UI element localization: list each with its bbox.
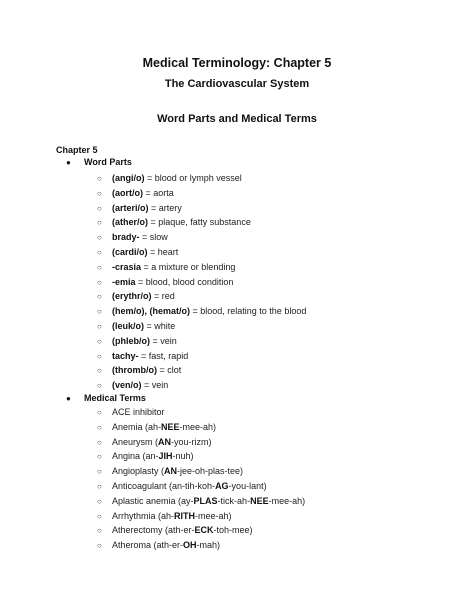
medical-term-item [97, 437, 212, 447]
medical-term-item [97, 511, 232, 521]
word-part-meaning: = a mixture or blending [141, 261, 236, 272]
medical-term-item [97, 422, 216, 432]
stressed-syllable: ECK [194, 525, 214, 536]
term-text: Atheroma (ath-er- [112, 540, 184, 551]
sub-bullet-icon: ○ [97, 526, 102, 536]
term-text: Arrhythmia (ah- [112, 510, 175, 521]
word-part: (aort/o) [112, 187, 143, 198]
stressed-syllable: AN [158, 436, 172, 447]
term-text: -jee-oh-plas-tee) [177, 466, 244, 477]
word-part-item [97, 277, 233, 287]
sub-bullet-icon: ○ [97, 408, 102, 417]
word-part: -crasia [112, 261, 142, 272]
word-part-item [97, 306, 306, 316]
word-part: tachy- [112, 350, 139, 361]
term-text: -mee-ah) [268, 495, 306, 506]
word-part-item [97, 351, 188, 361]
word-part: -emia [112, 276, 136, 287]
sub-bullet-icon: ○ [97, 366, 102, 376]
term-text: Anemia (ah- [112, 421, 162, 432]
sub-bullet-icon: ○ [97, 381, 102, 391]
word-part-meaning: = slow [139, 232, 168, 243]
word-part-item [97, 291, 175, 301]
term-text: Anticoagulant (an-tih-koh- [112, 481, 216, 491]
word-part-item [97, 188, 174, 198]
stressed-syllable: AN [164, 466, 178, 477]
sub-bullet-icon: ○ [97, 467, 102, 477]
word-part-item [97, 247, 178, 257]
word-part-meaning: = vein [141, 380, 169, 391]
term-text: -you-rizm) [171, 436, 212, 447]
word-part: (ven/o) [112, 380, 142, 391]
sub-bullet-icon: ○ [97, 203, 102, 213]
term-text: ACE inhibitor [112, 407, 165, 417]
sub-bullet-icon: ○ [97, 174, 102, 183]
term-text: Angioplasty ( [112, 466, 165, 477]
word-part-meaning: = vein [150, 335, 177, 346]
word-part-meaning: = blood or lymph vessel [144, 173, 242, 183]
word-part-meaning: = plaque, fatty substance [148, 217, 251, 228]
medical-term-item [97, 407, 165, 417]
sub-bullet-icon: ○ [97, 351, 102, 361]
sub-bullet-icon: ○ [97, 307, 102, 317]
chapter-label: Chapter 5 [56, 145, 98, 155]
word-part-item [97, 380, 168, 390]
stressed-syllable: PLAS [193, 495, 218, 506]
word-part-meaning: = blood, blood condition [135, 276, 234, 287]
medical-term-item [97, 525, 253, 535]
word-part-meaning: = artery [148, 202, 182, 213]
sub-bullet-icon: ○ [97, 437, 102, 447]
stressed-syllable: NEE [250, 495, 269, 506]
word-parts-heading: ● Word Parts [66, 157, 132, 167]
sub-bullet-icon: ○ [97, 496, 102, 506]
term-text: Aplastic anemia (ay- [112, 495, 194, 506]
word-part: (erythr/o) [112, 291, 152, 302]
word-part-meaning: = heart [147, 247, 179, 257]
term-text: -toh-mee) [213, 525, 253, 536]
sub-bullet-icon: ○ [97, 233, 102, 243]
sub-bullet-icon: ○ [97, 541, 102, 551]
bullet-icon: ● [66, 394, 71, 403]
word-part-meaning: = white [144, 321, 176, 331]
word-part: (angi/o) [112, 173, 145, 183]
word-part-meaning: = fast, rapid [138, 350, 189, 361]
word-part: (ather/o) [112, 217, 148, 228]
sub-bullet-icon: ○ [97, 511, 102, 521]
word-part-item [97, 336, 177, 346]
word-part: (cardi/o) [112, 247, 148, 257]
sub-bullet-icon: ○ [97, 292, 102, 302]
sub-bullet-icon: ○ [97, 322, 102, 331]
sub-bullet-icon: ○ [97, 262, 102, 272]
medical-term-item [97, 466, 243, 476]
term-text: -you-lant) [228, 481, 267, 491]
word-part: brady- [112, 232, 140, 243]
word-part-meaning: = red [151, 291, 175, 302]
term-text: Angina (an- [112, 451, 159, 462]
medical-term-item [97, 451, 194, 461]
word-part-item [97, 173, 242, 183]
medical-terms-heading: ● Medical Terms [66, 393, 146, 403]
sub-bullet-icon: ○ [97, 188, 102, 198]
word-part: (leuk/o) [112, 321, 145, 331]
medical-term-item [97, 481, 267, 491]
word-part-item [97, 232, 168, 242]
sub-bullet-icon: ○ [97, 248, 102, 257]
word-part-meaning: = clot [157, 365, 182, 376]
word-part: (phleb/o) [112, 335, 150, 346]
word-part: (arteri/o) [112, 202, 149, 213]
term-text: -tick-ah- [217, 495, 251, 506]
sub-bullet-icon: ○ [97, 452, 102, 462]
term-text: Atherectomy (ath-er- [112, 525, 195, 536]
document-title: Medical Terminology: Chapter 5 [142, 56, 332, 70]
term-text: -mee-ah) [179, 421, 217, 432]
sub-bullet-icon: ○ [97, 218, 102, 228]
term-text: -mah) [196, 540, 221, 551]
stressed-syllable: RITH [174, 510, 196, 521]
word-part: (hem/o), (hemat/o) [112, 306, 190, 317]
word-part-item [97, 217, 251, 227]
word-part-item [97, 262, 235, 272]
word-part-meaning: = aorta [143, 187, 174, 198]
word-part-item [97, 365, 181, 375]
stressed-syllable: OH [183, 540, 197, 551]
word-part: (thromb/o) [112, 365, 157, 376]
section-heading: Word Parts and Medical Terms [157, 113, 317, 125]
stressed-syllable: JIH [158, 451, 173, 462]
medical-term-item [97, 496, 305, 506]
word-part-meaning: = blood, relating to the blood [190, 306, 307, 317]
bullet-icon: ● [66, 158, 71, 167]
term-text: Aneurysm ( [112, 436, 159, 447]
word-part-item [97, 321, 175, 331]
term-text: -mee-ah) [195, 510, 232, 521]
sub-bullet-icon: ○ [97, 422, 102, 432]
sub-bullet-icon: ○ [97, 277, 102, 287]
document-subtitle: The Cardiovascular System [164, 78, 310, 90]
stressed-syllable: NEE [161, 421, 180, 432]
sub-bullet-icon: ○ [97, 482, 102, 491]
sub-bullet-icon: ○ [97, 336, 102, 346]
word-part-item [97, 203, 182, 213]
medical-term-item [97, 540, 220, 550]
term-text: -nuh) [172, 451, 194, 462]
stressed-syllable: AG [215, 481, 229, 491]
